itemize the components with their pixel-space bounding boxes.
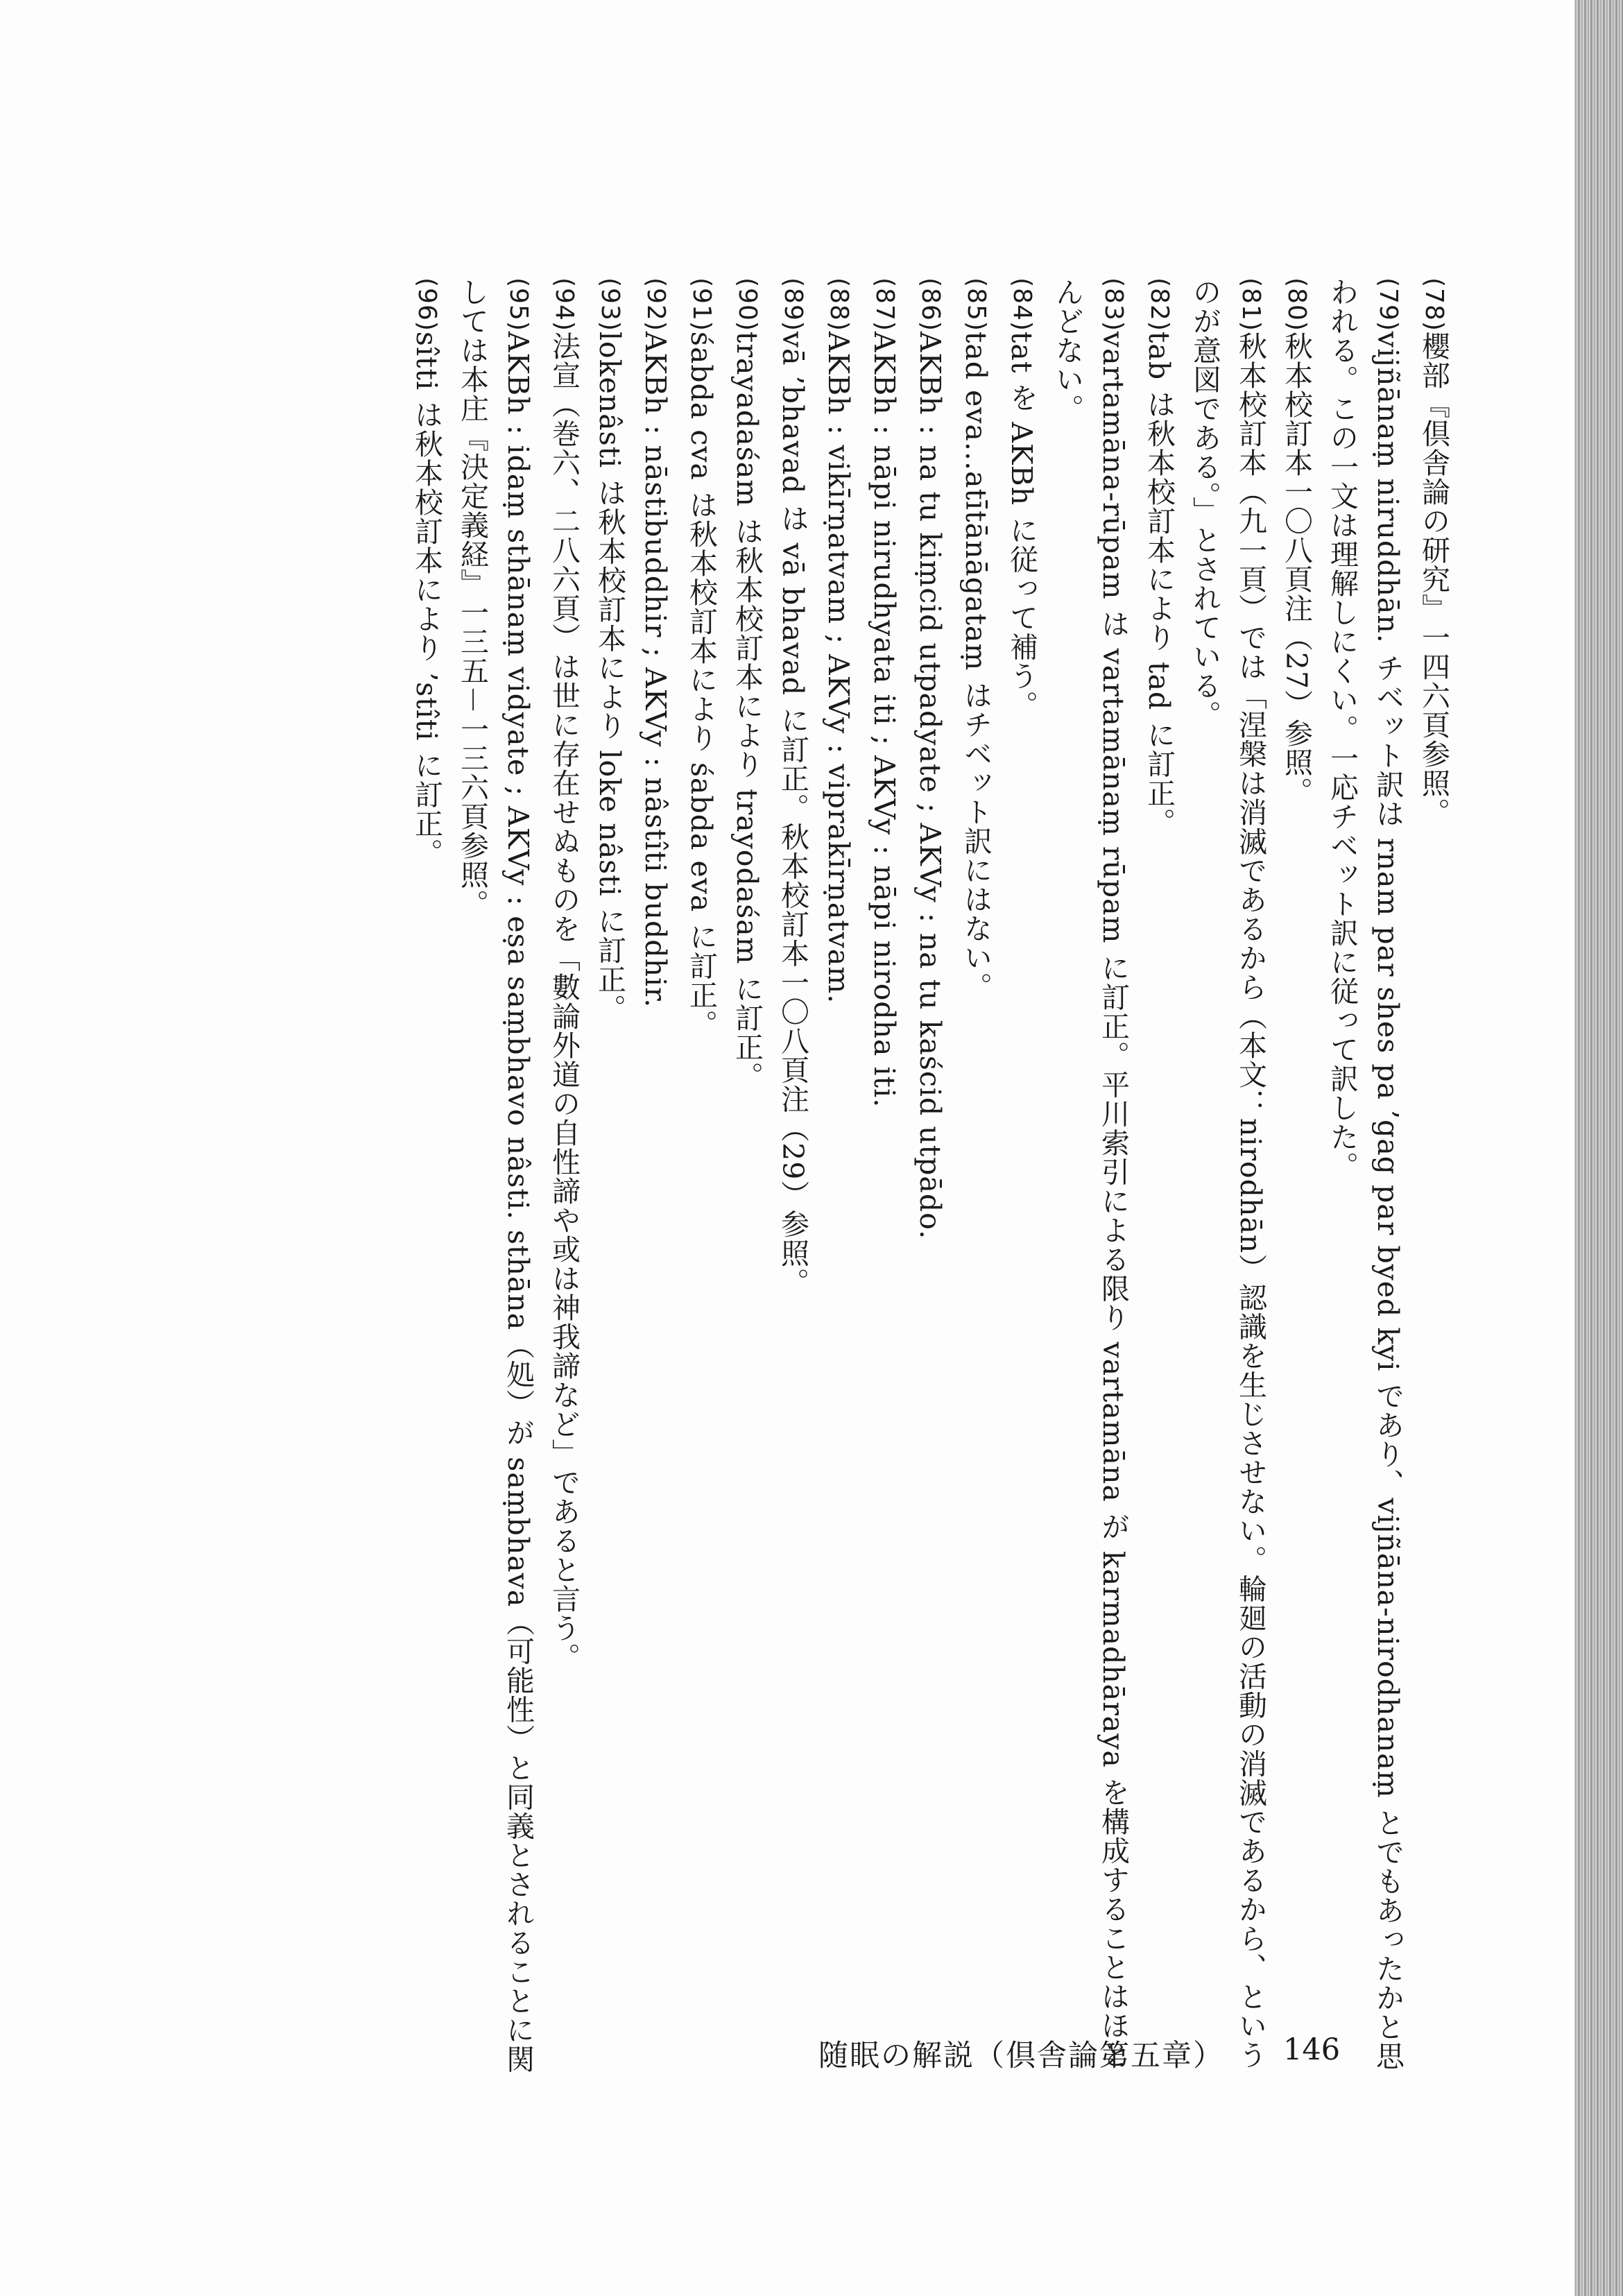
page-number: 146 bbox=[1283, 2032, 1341, 2067]
note-94 bbox=[541, 277, 587, 2081]
note-number: (78) bbox=[1420, 277, 1448, 332]
note-89 bbox=[770, 277, 816, 2081]
note-text: tad eva...atītānāgataṃ はチベット訳にはない。 bbox=[959, 331, 993, 1002]
note-text: vā ’bhavad は vā bhavad に訂正。秋本校訂本一〇八頁注（29）参照。 bbox=[776, 331, 809, 1297]
note-text: 秋本校訂本一〇八頁注（27）参照。 bbox=[1280, 331, 1313, 807]
note-number: (83) bbox=[1099, 277, 1128, 332]
note-text: śabda cva は秋本校訂本により śabda eva に訂正。 bbox=[685, 331, 718, 1039]
note-number: (90) bbox=[733, 277, 762, 332]
note-93 bbox=[587, 277, 633, 2081]
note-text: AKBh : nāstibuddhir ; AKVy : nâstîti buddhir. bbox=[639, 331, 672, 1009]
note-text: AKBh : vikīrṇatvam ; AKVy : viprakīrṇatvam. bbox=[822, 331, 855, 1004]
note-number: (87) bbox=[870, 277, 899, 332]
note-number: (80) bbox=[1282, 277, 1311, 332]
note-79 bbox=[1319, 277, 1411, 2081]
note-text: tat を AKBh に従って補う。 bbox=[1005, 331, 1038, 720]
note-text: vijñānaṃ niruddhān. チベット訳は rnam par shes pa ’gag par byed kyi であり、vijñāna-nirodhanaṃ とでもあったかと思われる。この一文は理解しにくい。一応チベット訳に従って訳した。 bbox=[1325, 277, 1405, 2071]
note-82 bbox=[1136, 277, 1182, 2081]
note-86 bbox=[907, 277, 953, 2081]
note-91 bbox=[678, 277, 724, 2081]
note-90 bbox=[724, 277, 770, 2081]
note-text: lokenâsti は秋本校訂本により loke nâsti に訂正。 bbox=[593, 331, 626, 1023]
note-number: (93) bbox=[596, 277, 624, 332]
note-text: sîtti は秋本校訂本により ’stîti に訂正。 bbox=[410, 331, 443, 868]
note-number: (96) bbox=[413, 277, 441, 332]
note-text: tab は秋本校訂本により tad に訂正。 bbox=[1142, 331, 1176, 837]
note-number: (84) bbox=[1008, 277, 1036, 332]
note-text: 秋本校訂本（九一頁）では「涅槃は消滅であるから（本文：nirodhān）認識を生じさせない。輪廻の活動の消滅であるから、というのが意図である。」とされている。 bbox=[1188, 277, 1267, 2070]
note-87 bbox=[861, 277, 907, 2081]
note-number: (95) bbox=[504, 277, 533, 332]
note-83 bbox=[1045, 277, 1136, 2081]
note-96 bbox=[404, 277, 449, 2081]
note-number: (82) bbox=[1145, 277, 1174, 332]
note-88 bbox=[816, 277, 861, 2081]
running-footer-title: 随眠の解説（倶舎論第五章） bbox=[818, 2039, 1224, 2073]
note-text: 法宣（巻六、二八六頁）は世に存在せぬものを「數論外道の自性諦や或は神我諦など」であると言う。 bbox=[547, 331, 581, 1672]
note-text: vartamāna-rūpam は vartamānaṃ rūpam に訂正。平川索引による限り vartamāna が karmadhāraya を構成することはほとんどない。 bbox=[1051, 277, 1130, 2069]
book-binding-edge bbox=[1574, 0, 1623, 2296]
note-text: AKBh : idaṃ sthānaṃ vidyate ; AKVy : eṣa saṃbhavo nâsti. sthāna（処）が saṃbhava（可能性）と同義とされることに関しては本庄『決定義経』一三五－一三六頁参照。 bbox=[456, 277, 535, 2074]
note-80 bbox=[1273, 277, 1319, 2081]
note-text: 櫻部『倶舎論の研究』一四六頁参照。 bbox=[1417, 331, 1450, 827]
note-95 bbox=[449, 277, 541, 2081]
note-number: (91) bbox=[687, 277, 716, 332]
note-number: (85) bbox=[962, 277, 990, 332]
note-number: (92) bbox=[642, 277, 670, 332]
note-number: (81) bbox=[1237, 277, 1265, 332]
note-number: (94) bbox=[550, 277, 578, 332]
note-number: (89) bbox=[779, 277, 807, 332]
note-81 bbox=[1182, 277, 1273, 2081]
note-78 bbox=[1411, 277, 1457, 2081]
note-number: (88) bbox=[825, 277, 853, 332]
note-text: AKBh : na tu kiṃcid utpadyate ; AKVy : na tu kaścid utpādo. bbox=[913, 331, 947, 1240]
note-number: (79) bbox=[1374, 277, 1402, 332]
note-85 bbox=[953, 277, 999, 2081]
note-text: AKBh : nāpi nirudhyata iti ; AKVy : nāpi nirodha iti. bbox=[868, 331, 901, 1108]
note-92 bbox=[633, 277, 678, 2081]
note-84 bbox=[999, 277, 1045, 2081]
endnotes-column bbox=[404, 277, 1457, 2081]
note-number: (86) bbox=[916, 277, 945, 332]
note-text: trayadaśam は秋本校訂本により trayodaśam に訂正。 bbox=[730, 331, 764, 1091]
